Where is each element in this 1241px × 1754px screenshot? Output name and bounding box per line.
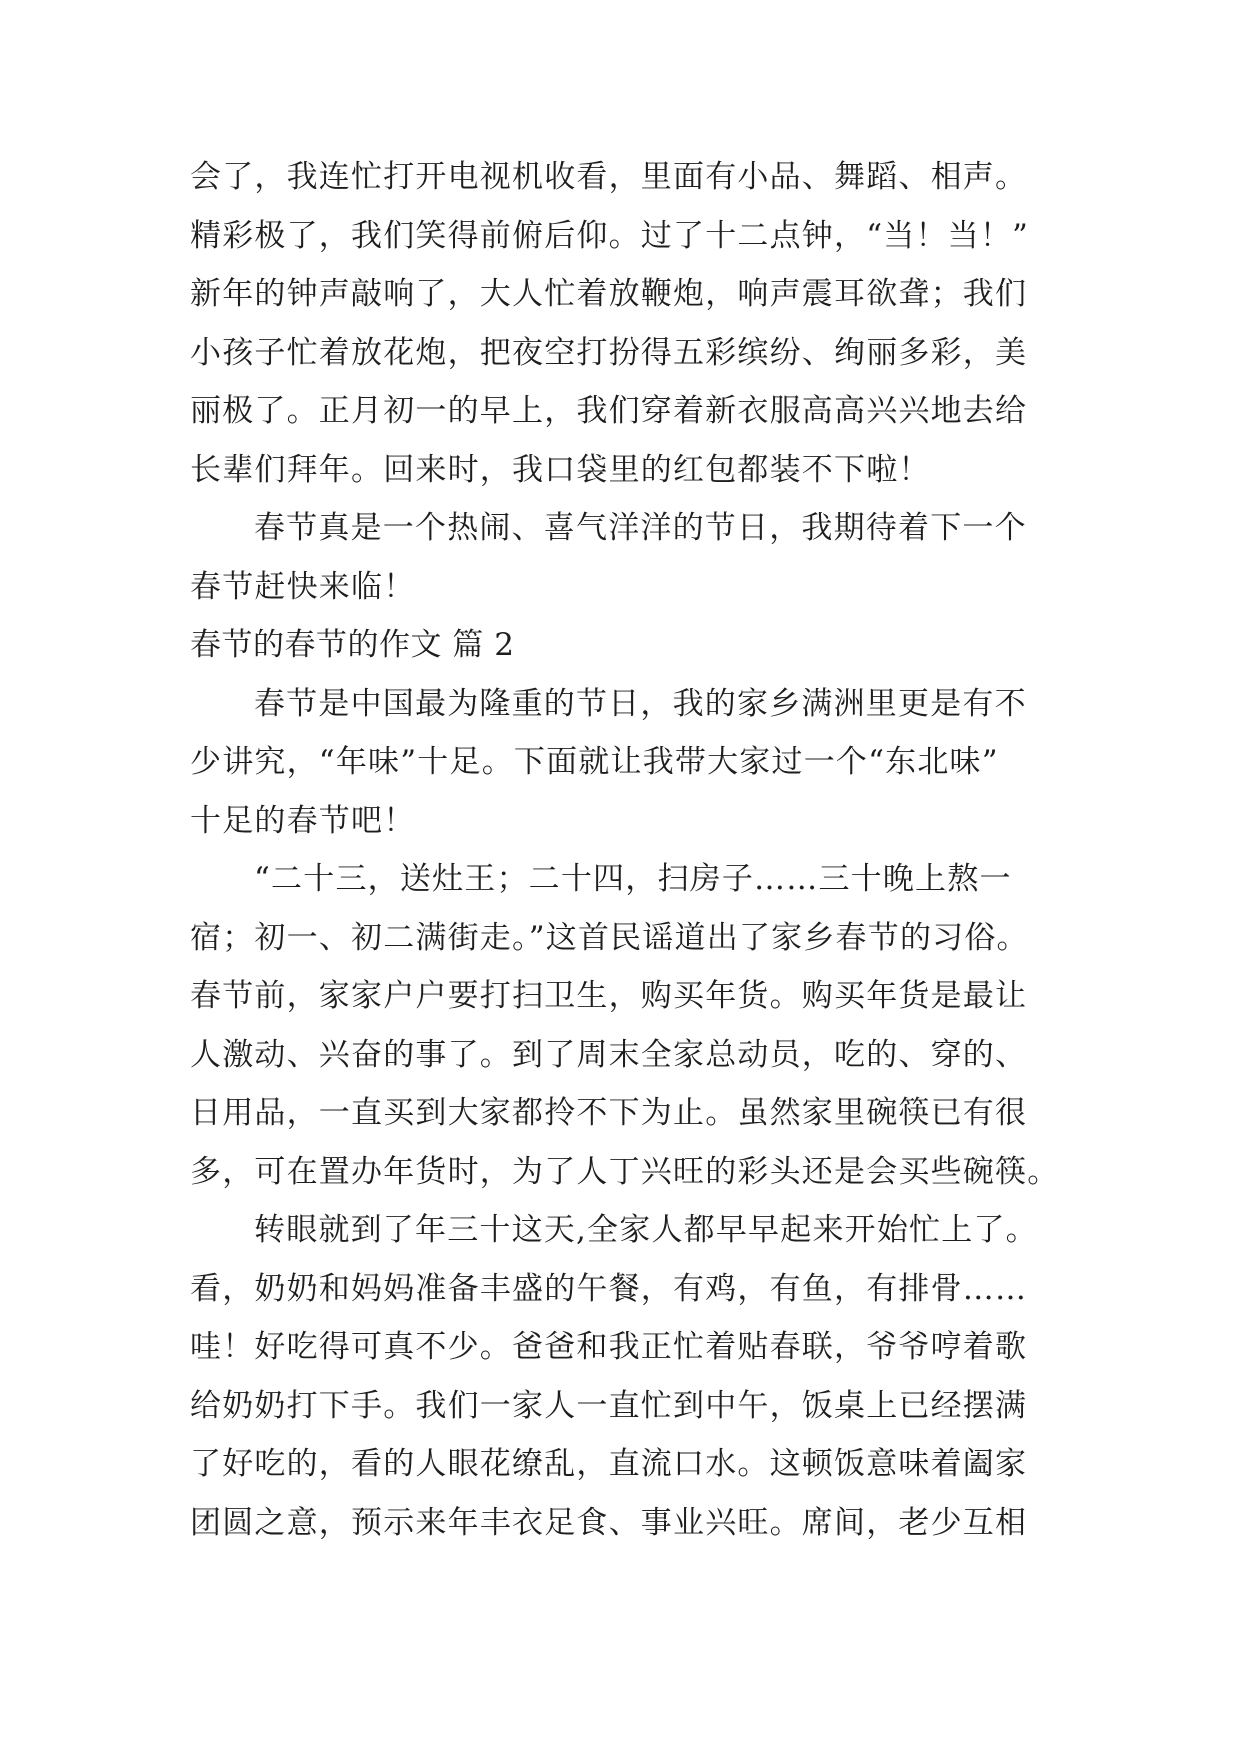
text-line: 哇！好吃得可真不少。爸爸和我正忙着贴春联，爷爷哼着歌 xyxy=(190,1329,1028,1365)
text-line: 丽极了。正月初一的早上，我们穿着新衣服高高兴兴地去给 xyxy=(190,393,1028,429)
text-line: 日用品，一直买到大家都拎不下为止。虽然家里碗筷已有很 xyxy=(190,1095,1028,1131)
paragraph-start-line: 春节是中国最为隆重的节日，我的家乡满洲里更是有不 xyxy=(254,685,1027,722)
paragraph-start-line: 转眼就到了年三十这天,全家人都早早起来开始忙上了。 xyxy=(254,1212,1038,1248)
text-line: 团圆之意，预示来年丰衣足食、事业兴旺。席间，老少互相 xyxy=(190,1504,1028,1541)
text-line: 会了，我连忙打开电视机收看，里面有小品、舞蹈、相声。 xyxy=(190,159,1028,195)
paragraph-start-line: “二十三，送灶王；二十四，扫房子……三十晚上熬一 xyxy=(254,861,1012,897)
text-line: 小孩子忙着放花炮，把夜空打扮得五彩缤纷、绚丽多彩，美 xyxy=(190,334,1028,371)
paragraph-start-line: 春节真是一个热闹、喜气洋洋的节日，我期待着下一个 xyxy=(254,510,1027,546)
text-line: 宿；初一、初二满街走。”这首民谣道出了家乡春节的习俗。 xyxy=(190,919,1029,956)
text-line: 少讲究，“年味”十足。下面就让我带大家过一个“东北味” xyxy=(190,744,999,780)
text-line: 给奶奶打下手。我们一家人一直忙到中午，饭桌上已经摆满 xyxy=(190,1387,1028,1424)
text-line: 多，可在置办年货时，为了人丁兴旺的彩头还是会买些碗筷。 xyxy=(190,1153,1060,1190)
section-heading: 春节的春节的作文 篇 2 xyxy=(190,627,515,663)
text-line: 看，奶奶和妈妈准备丰盛的午餐，有鸡，有鱼，有排骨…… xyxy=(190,1270,1028,1307)
document-body xyxy=(190,148,1070,1552)
text-line: 了好吃的，看的人眼花缭乱，直流口水。这顿饭意味着阖家 xyxy=(190,1446,1028,1482)
text-line: 新年的钟声敲响了，大人忙着放鞭炮，响声震耳欲聋；我们 xyxy=(190,276,1028,312)
text-line: 十足的春节吧！ xyxy=(190,802,416,839)
text-line: 春节前，家家户户要打扫卫生，购买年货。购买年货是最让 xyxy=(190,978,1028,1014)
text-line: 精彩极了，我们笑得前俯后仰。过了十二点钟，“当！当！” xyxy=(190,217,1030,254)
text-line: 长辈们拜年。回来时，我口袋里的红包都装不下啦！ xyxy=(190,451,931,488)
text-line: 人激动、兴奋的事了。到了周末全家总动员，吃的、穿的、 xyxy=(190,1036,1028,1073)
text-line: 春节赶快来临！ xyxy=(190,568,416,605)
